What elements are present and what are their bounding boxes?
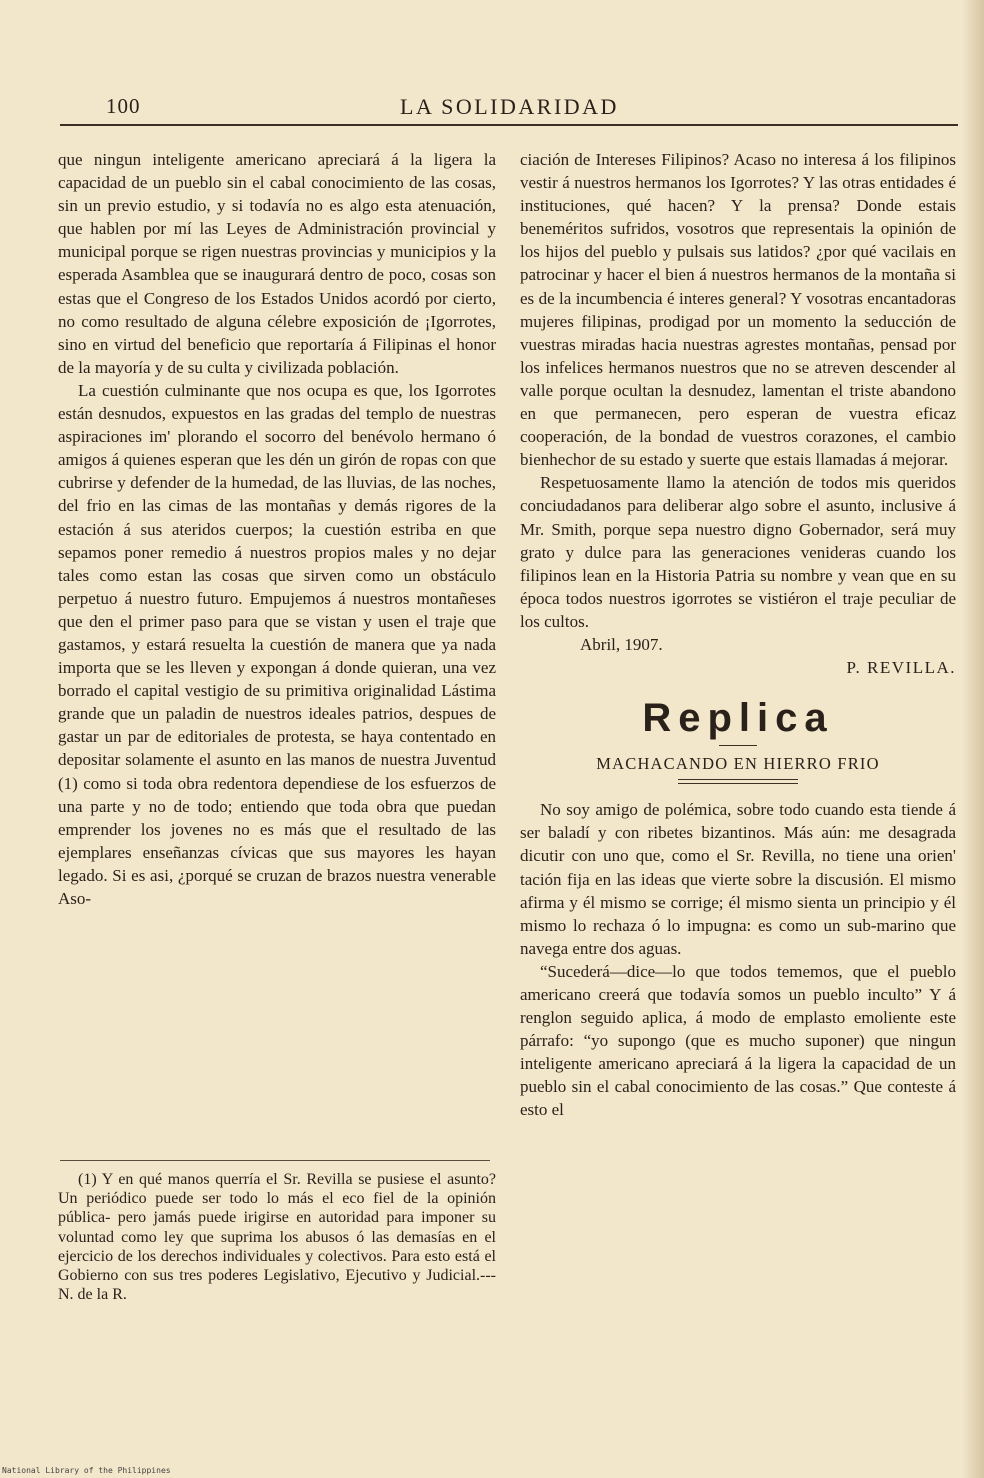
replica-subtitle: MACHACANDO EN HIERRO FRIO <box>596 754 880 774</box>
left-paragraph-1: que ningun inteligente americano apreciará á la ligera la capacidad de un pueblo sin el cabal conocimiento de las cosas, sin un previo estudio, y si todavía no es algo esta atenuación, que hablen por mí las Leyes de Administración provincial y municipal porque se rigen nuestras provincias y municipios y la esperada Asamblea que se inaugurará dentro de poco, cosas son estas que el Congreso de los Estados Unidos acordó por cierto, no como resultado de alguna célebre exposición de ¡Igorrotes, sino en virtud del beneficio que reportaría á Filipinas el honor de la mayoría y de su culta y civilizada población. <box>58 150 496 377</box>
article-signature: P. REVILLA. <box>846 658 956 678</box>
left-paragraph-2: La cuestión culminante que nos ocupa es que, los Igorrotes están desnudos, expuestos en las gradas del templo de nuestras aspiraciones im' plorando el socorro del benévolo hermano ó amigos á quienes esperan que les dén un girón de ropas con que cubrirse y defender de la humedad, de las lluvias, de las noches, del frio en las cimas de las montañas y demás rigores de la estación á sus ateridos cuerpos; la cuestión estriba en que sepamos poner remedio á nuestros propios males y no dejar tales como estan las cosas que sirven como un obstáculo perpetuo á nuestro futuro. Empujemos á nuestros montañeses que den el primer paso para que se vistan y usen el traje que gastamos, y estará resuelta la cuestión de manera que ya nada importa que se les lleven y expongan á donde quieran, una vez borrado el capital vestigio de su primitiva originalidad Lástima grande que un paladin de nuestros ideales patrios, despues de gastar un par de editoriales de protesta, se haya contentado en depositar solamente el asunto en las manos de nuestra Juventud (1) como si toda obra redentora dependiese de los esfuerzos de una parte y no de todo; entiendo que toda obra que puedan emprender los jovenes no es más que el resultado de las ejemplares enseñanzas cívicas que sus mayores les hayan legado. Si es asi, ¿porqué se cruzan de brazos nuestra venerable Aso- <box>58 380 496 908</box>
right-column <box>520 148 956 1122</box>
header-rule <box>60 124 958 126</box>
right-paragraph-2: Respetuosamente llamo la atención de todos mis queridos conciudadanos para deliberar algo sobre el asunto, inclusive á Mr. Smith, porque sepa nuestro digno Gobernador, será muy grato y dulce para las generaciones venideras cuando los filipinos lean en la Historia Patria su nombre y vean que en su época todos nuestros igorrotes se vistiéron el traje peculiar de los cultos. <box>520 473 956 631</box>
replica-title: Replica <box>642 696 834 741</box>
publication-title: LA SOLIDARIDAD <box>400 94 619 119</box>
replica-paragraph-1: No soy amigo de polémica, sobre todo cuando esta tiende á ser baladí y con ribetes bizantinos. Más aún: me desagrada dicutir con uno que, como el Sr. Revilla, no tiene una orien' tación fija en las ideas que vierte sobre la discusión. El mismo afirma y él mismo se corrige; él mismo sienta un principio y él mismo lo rechaza ó lo impugna: es como un sub-marino que navega entre dos aguas. <box>520 800 956 958</box>
right-paragraph-1: ciación de Intereses Filipinos? Acaso no interesa á los filipinos vestir á nuestros hermanos los Igorrotes? Y las otras entidades é instituciones, qué hacen? Y la prensa? Donde estais beneméritos sufridos, vosotros que representais la opinión de los hijos del pueblo y pulsais sus latidos? ¿por qué vacilais en patrocinar y hacer el bien á nuestros hermanos de la montaña si es de la incumbencia é interes general? Y vosotras encantadoras mujeres filipinas, prodigad por un momento la seducción de vuestras miradas hacia nuestras agrestes montañas, pensad por los infelices hermanos nuestros que no se atreven descender al valle porque ocultan la desnudez, lamentan el triste abandono en que permanecen, pero esperan de vuestra eficaz cooperación, de la bondad de vuestros corazones, el cambio bienhechor de su estado y suerte que estais llamadas á mejorar. <box>520 150 956 470</box>
title-rule <box>719 745 757 746</box>
page-header <box>60 92 958 124</box>
page-number: 100 <box>106 94 141 118</box>
article-dateline: Abril, 1907. <box>580 634 663 654</box>
footnote: (1) Y en qué manos querría el Sr. Revilla se pusiese el asunto? Un periódico puede ser todo lo más el eco fiel de la opinión pública- pero jamás puede irigirse en autoridad para imponer su voluntad como ley que suprima los abusos ó las demasías en el ejercicio de los derechos individuales y colectivos. Para esto está el Gobierno con sus tres poderes Legislativo, Ejecutivo y Judicial.---N. de la R. <box>58 1171 496 1304</box>
page-edge-shadow <box>962 0 984 1478</box>
subtitle-double-rule <box>678 779 798 784</box>
replica-paragraph-2: “Sucederá—dice—lo que todos tememos, que el pueblo americano creerá que todavía somos un pueblo inculto” Y á renglon seguido aplica, á modo de emplasto emoliente este párrafo: “yo supongo (que es mucho suponer) que ningun inteligente americano apreciará á la ligera la capacidad de un pueblo sin el cabal conocimiento de las cosas.” Que conteste á esto el <box>520 961 956 1120</box>
left-column <box>58 148 496 910</box>
footnote-rule <box>60 1160 490 1161</box>
library-credit: National Library of the Philippines <box>2 1466 171 1475</box>
